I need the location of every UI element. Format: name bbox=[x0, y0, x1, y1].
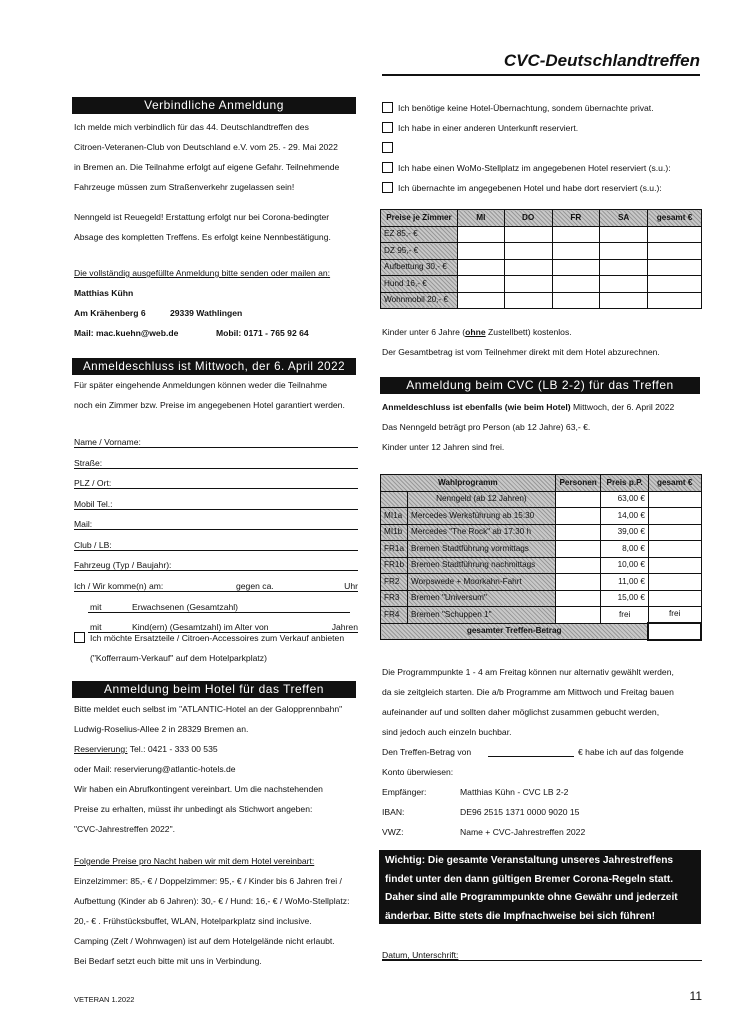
club-field[interactable]: Club / LB: bbox=[74, 534, 358, 551]
bank-value: Matthias Kühn - CVC LB 2-2 bbox=[460, 787, 569, 797]
contact-block bbox=[74, 263, 364, 343]
program-header-cell: gesamt € bbox=[648, 475, 701, 492]
room-cell[interactable] bbox=[552, 259, 600, 276]
parts-line bbox=[74, 628, 366, 648]
deadline-text bbox=[74, 375, 366, 415]
contact-mail[interactable]: Mail: mac.kuehn@web.de bbox=[74, 328, 179, 338]
street-field[interactable]: Straße: bbox=[74, 452, 358, 469]
room-cell[interactable] bbox=[648, 259, 702, 276]
nenngeld-text bbox=[74, 207, 364, 247]
contact-name: Matthias Kühn bbox=[74, 288, 134, 298]
program-persons[interactable] bbox=[555, 574, 601, 591]
room-cell[interactable] bbox=[457, 243, 504, 260]
deadline-line: noch ein Zimmer bzw. Preise im angegebenen Hotel garantiert werden. bbox=[74, 400, 345, 410]
page-header-title: CVC-Deutschlandtreffen bbox=[503, 51, 700, 70]
contact-street: Am Krähenberg 6 bbox=[74, 308, 146, 318]
program-persons[interactable] bbox=[555, 557, 601, 574]
program-total[interactable]: frei bbox=[648, 607, 701, 624]
room-note-emphasis: ohne bbox=[465, 327, 486, 337]
option-other-lodging bbox=[382, 118, 702, 138]
table-row bbox=[381, 259, 702, 276]
option-blank bbox=[382, 138, 702, 158]
room-cell[interactable] bbox=[600, 226, 648, 243]
room-cell[interactable] bbox=[504, 292, 552, 309]
cvc-deadline-date: Mittwoch, der 6. April 2022 bbox=[570, 402, 675, 412]
room-cell[interactable] bbox=[600, 259, 648, 276]
room-cell[interactable] bbox=[457, 259, 504, 276]
option-label: Ich übernachte im angegebenen Hotel und habe dort reserviert (s.u.): bbox=[398, 183, 662, 193]
signature-label: Datum, Unterschrift: bbox=[382, 950, 459, 960]
important-notice bbox=[379, 850, 701, 924]
program-note-line: Die Programmpunkte 1 - 4 am Freitag können nur alternativ gewählt werden, bbox=[382, 667, 674, 677]
adults-mit: mit bbox=[90, 602, 102, 612]
program-total[interactable] bbox=[648, 541, 701, 558]
name-field[interactable]: Name / Vorname: bbox=[74, 431, 358, 448]
table-row bbox=[381, 491, 702, 508]
room-header-cell: DO bbox=[504, 210, 552, 227]
program-code: FR2 bbox=[381, 574, 408, 591]
table-row bbox=[381, 292, 702, 309]
program-price: 14,00 € bbox=[601, 508, 648, 525]
bank-row bbox=[382, 782, 704, 802]
section-bar-cvc: Anmeldung beim CVC (LB 2-2) für das Treffen bbox=[380, 377, 700, 394]
kids-jahren: Jahren bbox=[331, 622, 358, 632]
adults-label: Erwachsenen (Gesamtzahl) bbox=[132, 602, 239, 612]
option-checkbox[interactable] bbox=[382, 182, 393, 193]
table-row bbox=[381, 541, 702, 558]
section-bar-deadline: Anmeldeschluss ist Mittwoch, der 6. April 2022 bbox=[72, 358, 356, 375]
hotel-phone: Tel.: 0421 - 333 00 535 bbox=[129, 744, 218, 754]
intro-line: Ich melde mich verbindlich für das 44. Deutschlandtreffen des bbox=[74, 122, 309, 132]
program-grand-total[interactable] bbox=[648, 623, 701, 640]
table-row bbox=[381, 557, 702, 574]
hotel-line: Ludwig-Roselius-Allee 2 in 28329 Bremen an. bbox=[74, 724, 249, 734]
room-type: Hund 16,- € bbox=[381, 276, 458, 293]
intro-line: Fahrzeuge müssen zum Straßenverkehr zugelassen sein! bbox=[74, 182, 295, 192]
cvc-deadline-text: Anmeldeschluss bbox=[382, 402, 453, 412]
parts-checkbox[interactable] bbox=[74, 632, 85, 643]
table-row bbox=[381, 590, 702, 607]
hotel-keyword: "CVC-Jahrestreffen 2022". bbox=[74, 824, 176, 834]
bank-value: Name + CVC-Jahrestreffen 2022 bbox=[460, 827, 586, 837]
intro-line: in Bremen an. Die Teilnahme erfolgt auf eigene Gefahr. Teilnehmende bbox=[74, 162, 340, 172]
mobile-field[interactable]: Mobil Tel.: bbox=[74, 493, 358, 510]
option-label: Ich habe in einer anderen Unterkunft reserviert. bbox=[398, 123, 579, 133]
room-cell[interactable] bbox=[648, 292, 702, 309]
contact-mobil: Mobil: 0171 - 765 92 64 bbox=[216, 328, 309, 338]
cvc-text bbox=[382, 397, 704, 457]
prices-line: Aufbettung (Kinder ab 6 Jahren): 30,- € / Hund: 16,- € / WoMo-Stellplatz: bbox=[74, 896, 350, 906]
parts-offer bbox=[74, 628, 366, 668]
program-header-cell: Wahlprogramm bbox=[381, 475, 556, 492]
option-womo bbox=[382, 158, 702, 178]
bank-label: Empfänger: bbox=[382, 787, 427, 797]
room-type: EZ 85,- € bbox=[381, 226, 458, 243]
kids-label: Kind(ern) (Gesamtzahl) im Alter von bbox=[132, 622, 269, 632]
room-cell[interactable] bbox=[648, 226, 702, 243]
room-cell[interactable] bbox=[552, 243, 600, 260]
deadline-line: Für später eingehende Anmeldungen können weder die Teilnahme bbox=[74, 380, 328, 390]
option-checkbox[interactable] bbox=[382, 122, 393, 133]
room-header-cell: SA bbox=[600, 210, 648, 227]
arrival-uhr-label: Uhr bbox=[344, 581, 358, 591]
program-name: Bremen "Schuppen 1" bbox=[408, 607, 556, 624]
program-total[interactable] bbox=[648, 574, 701, 591]
betrag-input[interactable] bbox=[488, 756, 574, 757]
program-persons[interactable] bbox=[555, 491, 601, 508]
room-cell[interactable] bbox=[600, 276, 648, 293]
contact-address bbox=[74, 303, 364, 323]
room-cell[interactable] bbox=[600, 243, 648, 260]
notice-line: Daher sind alle Programmpunkte ohne Gewähr und jederzeit bbox=[385, 892, 678, 903]
program-note-line: aufeinander auf und sollten daher möglichst zusammen gebucht werden, bbox=[382, 707, 660, 717]
option-label: Ich habe einen WoMo-Stellplatz im angegebenen Hotel reserviert (s.u.): bbox=[398, 163, 671, 173]
table-row bbox=[381, 508, 702, 525]
program-name: Worpswede + Moorkahn-Fahrt bbox=[408, 574, 556, 591]
vehicle-field[interactable]: Fahrzeug (Typ / Baujahr): bbox=[74, 554, 358, 571]
room-cell[interactable] bbox=[504, 226, 552, 243]
table-row bbox=[381, 524, 702, 541]
room-note-text: Kinder unter 6 Jahre ( bbox=[382, 327, 466, 337]
hotel-line: Preise zu erhalten, müsst ihr unbedingt als Stichwort angeben: bbox=[74, 804, 313, 814]
nenngeld-line: Absage des kompletten Treffens. Es erfolgt keine Nennbestätigung. bbox=[74, 232, 331, 242]
section-bar-anmeldung: Verbindliche Anmeldung bbox=[72, 97, 356, 114]
bank-row bbox=[382, 802, 704, 822]
signature-field[interactable] bbox=[382, 945, 702, 961]
prices-line: Einzelzimmer: 85,- € / Doppelzimmer: 95,- € / Kinder bis 6 Jahren frei / bbox=[74, 876, 342, 886]
room-cell[interactable] bbox=[648, 243, 702, 260]
betrag-line bbox=[382, 742, 704, 762]
prices-line: 20,- € . Frühstücksbuffet, WLAN, Hotelparkplatz sind inclusive. bbox=[74, 916, 312, 926]
program-code: FR3 bbox=[381, 590, 408, 607]
arrival-time-label: gegen ca. bbox=[236, 581, 274, 591]
program-price: 10,00 € bbox=[601, 557, 648, 574]
room-price-table bbox=[380, 209, 702, 309]
program-header-cell: Preis p.P. bbox=[601, 475, 648, 492]
room-header-cell: Preise je Zimmer bbox=[381, 210, 458, 227]
program-price: 11,00 € bbox=[601, 574, 648, 591]
room-header-cell: gesamt € bbox=[648, 210, 702, 227]
hotel-line: Wir haben ein Abrufkontingent vereinbart. Um die nachstehenden bbox=[74, 784, 323, 794]
room-type: Aufbettung 30,- € bbox=[381, 259, 458, 276]
send-instruction: Die vollständig ausgefüllte Anmeldung bitte senden oder mailen an: bbox=[74, 268, 331, 278]
contact-city: 29339 Wathlingen bbox=[170, 308, 243, 318]
konto-line: Konto überwiesen: bbox=[382, 767, 454, 777]
room-type: Wohnmobil 20,- € bbox=[381, 292, 458, 309]
page-number: 11 bbox=[689, 989, 702, 1003]
arrival-label: Ich / Wir komme(n) am: bbox=[74, 581, 164, 591]
program-price: 8,00 € bbox=[601, 541, 648, 558]
table-row bbox=[381, 226, 702, 243]
room-header-cell: FR bbox=[552, 210, 600, 227]
room-cell[interactable] bbox=[552, 292, 600, 309]
room-header-cell: MI bbox=[457, 210, 504, 227]
bank-row bbox=[382, 822, 704, 842]
program-name: Mercedes Werksführung ab 15:30 bbox=[408, 508, 556, 525]
table-row bbox=[381, 276, 702, 293]
room-cell[interactable] bbox=[504, 243, 552, 260]
hotel-text bbox=[74, 699, 366, 839]
hotel-phone-line bbox=[74, 739, 366, 759]
program-persons[interactable] bbox=[555, 607, 601, 624]
program-name: Mercedes "The Rock" ab 17:30 h bbox=[408, 524, 556, 541]
footer-issue: VETERAN 1.2022 bbox=[74, 995, 135, 1004]
program-notes bbox=[382, 662, 704, 842]
prices-line: Bei Bedarf setzt euch bitte mit uns in Verbindung. bbox=[74, 956, 262, 966]
program-name: Nenngeld (ab 12 Jahren) bbox=[408, 491, 556, 508]
program-persons[interactable] bbox=[555, 524, 601, 541]
cvc-deadline bbox=[382, 397, 704, 417]
program-price: 15,00 € bbox=[601, 590, 648, 607]
kids-mit: mit bbox=[90, 622, 102, 632]
program-note-line: da sie zeitgleich starten. Die a/b Programme am Mittwoch und Freitag bauen bbox=[382, 687, 674, 697]
betrag-label: Den Treffen-Betrag von bbox=[382, 747, 472, 757]
notice-line: findet unter den dann gültigen Bremer Corona-Regeln statt. bbox=[385, 873, 674, 885]
option-no-hotel bbox=[382, 98, 702, 118]
program-code: FR1b bbox=[381, 557, 408, 574]
hotel-prices bbox=[74, 851, 366, 971]
program-table-header bbox=[381, 475, 702, 492]
program-code bbox=[381, 491, 408, 508]
program-code: FR4 bbox=[381, 607, 408, 624]
program-price: 39,00 € bbox=[601, 524, 648, 541]
program-code: MI1b bbox=[381, 524, 408, 541]
room-cell[interactable] bbox=[648, 276, 702, 293]
room-cell[interactable] bbox=[457, 226, 504, 243]
intro-line: Citroen-Veteranen-Club von Deutschland e.V. vom 25. - 29. Mai 2022 bbox=[74, 142, 338, 152]
arrival-field[interactable] bbox=[74, 575, 358, 592]
contact-reach bbox=[74, 323, 364, 343]
zip-city-field[interactable]: PLZ / Ort: bbox=[74, 472, 358, 489]
notice-line: änderbar. Bitte stets die Impfnachweise bei sich führen! bbox=[385, 910, 656, 922]
prices-heading: Folgende Preise pro Nacht haben wir mit dem Hotel vereinbart: bbox=[74, 856, 315, 866]
prices-line: Camping (Zelt / Wohnwagen) ist auf dem Hotelgelände nicht erlaubt. bbox=[74, 936, 335, 946]
header-rule bbox=[382, 74, 700, 76]
program-price: 63,00 € bbox=[601, 491, 648, 508]
program-total-label: gesamter Treffen-Betrag bbox=[381, 623, 649, 640]
room-note-billing: Der Gesamtbetrag ist vom Teilnehmer direkt mit dem Hotel abzurechnen. bbox=[382, 347, 660, 357]
room-cell[interactable] bbox=[552, 226, 600, 243]
room-type: DZ 95,- € bbox=[381, 243, 458, 260]
room-notes bbox=[382, 322, 704, 362]
table-row bbox=[381, 243, 702, 260]
hotel-line: Bitte meldet euch selbst im "ATLANTIC-Hotel an der Galopprennbahn" bbox=[74, 704, 343, 714]
room-cell[interactable] bbox=[552, 276, 600, 293]
program-name: Bremen "Universum" bbox=[408, 590, 556, 607]
bank-label: VWZ: bbox=[382, 827, 404, 837]
room-note-text: Zustellbett) kostenlos. bbox=[485, 327, 572, 337]
hotel-mail: oder Mail: reservierung@atlantic-hotels.de bbox=[74, 764, 236, 774]
option-hotel bbox=[382, 178, 702, 198]
program-persons[interactable] bbox=[555, 590, 601, 607]
table-row bbox=[381, 607, 702, 624]
notice-line: Wichtig: Die gesamte Veranstaltung unseres Jahrestreffens bbox=[385, 855, 674, 866]
adults-row bbox=[74, 596, 358, 613]
cvc-line: Das Nenngeld beträgt pro Person (ab 12 Jahre) 63,- €. bbox=[382, 422, 591, 432]
mail-field[interactable]: Mail: bbox=[74, 513, 358, 530]
cvc-line: Kinder unter 12 Jahren sind frei. bbox=[382, 442, 505, 452]
program-persons[interactable] bbox=[555, 508, 601, 525]
parts-text: Ich möchte Ersatzteile / Citroen-Accessoires zum Verkauf anbieten bbox=[90, 633, 345, 643]
room-table-header bbox=[381, 210, 702, 227]
program-total[interactable] bbox=[648, 590, 701, 607]
room-cell[interactable] bbox=[457, 292, 504, 309]
program-note-line: sind jedoch auch einzeln buchbar. bbox=[382, 727, 512, 737]
program-total[interactable] bbox=[648, 524, 701, 541]
room-cell[interactable] bbox=[600, 292, 648, 309]
betrag-suffix: € habe ich auf das folgende bbox=[578, 747, 684, 757]
section-bar-hotel: Anmeldung beim Hotel für das Treffen bbox=[72, 681, 356, 698]
program-name: Bremen Stadtführung nachmittags bbox=[408, 557, 556, 574]
reservierung-label: Reservierung: bbox=[74, 744, 128, 754]
room-cell[interactable] bbox=[504, 276, 552, 293]
program-code: FR1a bbox=[381, 541, 408, 558]
program-total[interactable] bbox=[648, 491, 701, 508]
program-table bbox=[380, 474, 702, 641]
bank-label: IBAN: bbox=[382, 807, 405, 817]
room-cell[interactable] bbox=[504, 259, 552, 276]
option-checkbox[interactable] bbox=[382, 162, 393, 173]
table-row bbox=[381, 623, 702, 640]
intro-text bbox=[74, 117, 364, 197]
program-price: frei bbox=[601, 607, 648, 624]
nenngeld-line: Nenngeld ist Reuegeld! Erstattung erfolgt nur bei Corona-bedingter bbox=[74, 212, 330, 222]
program-total[interactable] bbox=[648, 557, 701, 574]
program-name: Bremen Stadtführung vormittags bbox=[408, 541, 556, 558]
program-persons[interactable] bbox=[555, 541, 601, 558]
bank-value: DE96 2515 1371 0000 9020 15 bbox=[460, 807, 580, 817]
program-total[interactable] bbox=[648, 508, 701, 525]
program-header-cell: Personen bbox=[555, 475, 601, 492]
option-label: Ich benötige keine Hotel-Übernachtung, sondem übernachte privat. bbox=[398, 103, 654, 113]
table-row bbox=[381, 574, 702, 591]
room-note-kids bbox=[382, 322, 704, 342]
room-cell[interactable] bbox=[457, 276, 504, 293]
option-checkbox[interactable] bbox=[382, 102, 393, 113]
program-code: MI1a bbox=[381, 508, 408, 525]
cvc-deadline-emphasis: ist ebenfalls (wie beim Hotel) bbox=[452, 402, 571, 412]
accommodation-options bbox=[382, 98, 702, 198]
option-checkbox[interactable] bbox=[382, 142, 393, 153]
parts-note: ("Kofferraum-Verkauf" auf dem Hotelparkplatz) bbox=[90, 653, 267, 663]
